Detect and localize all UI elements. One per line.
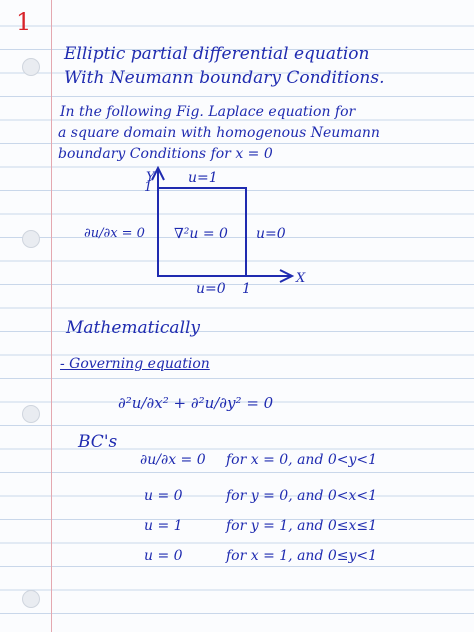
bc-row-2-rhs: for y = 0, and 0<x<1 (226, 488, 378, 504)
interior-equation: ∇²u = 0 (174, 226, 228, 242)
title-line-2: With Neumann boundary Conditions. (64, 68, 385, 88)
y-axis-label: Y (146, 170, 155, 185)
bottom-bc-label: u=0 (196, 281, 226, 297)
x-axis-label: X (296, 271, 306, 286)
title-line-1: Elliptic partial differential equation (64, 44, 370, 64)
intro-line-2: a square domain with homogenous Neumann (58, 125, 380, 141)
page-number: 1 (16, 8, 32, 36)
top-bc-label: u=1 (188, 170, 218, 186)
bc-row-1-rhs: for x = 0, and 0<y<1 (226, 452, 378, 468)
bc-row-1-lhs: ∂u/∂x = 0 (140, 452, 206, 468)
bcs-label: BC's (78, 432, 118, 452)
bc-row-3-lhs: u = 1 (144, 518, 183, 534)
x-one-label: 1 (242, 281, 251, 297)
right-bc-label: u=0 (256, 226, 286, 242)
bc-row-4-lhs: u = 0 (144, 548, 183, 564)
mathematically-heading: Mathematically (66, 318, 201, 338)
governing-heading: - Governing equation (60, 356, 210, 372)
intro-line-1: In the following Fig. Laplace equation for (60, 104, 356, 120)
bc-row-4-rhs: for x = 1, and 0≤y<1 (226, 548, 378, 564)
governing-equation: ∂²u/∂x² + ∂²u/∂y² = 0 (118, 394, 274, 412)
bc-row-2-lhs: u = 0 (144, 488, 183, 504)
intro-line-3: boundary Conditions for x = 0 (58, 146, 273, 162)
y-one-label: 1 (144, 180, 153, 195)
bc-row-3-rhs: for y = 1, and 0≤x≤1 (226, 518, 378, 534)
left-bc-label: ∂u/∂x = 0 (84, 226, 145, 241)
